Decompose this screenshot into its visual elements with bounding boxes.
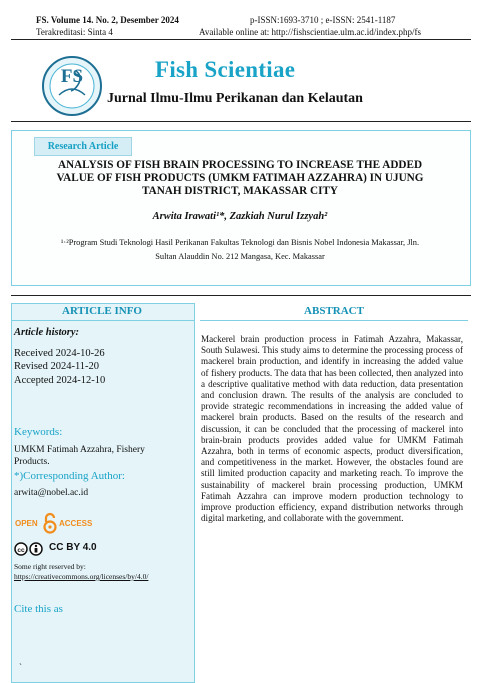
abstract-divider [200,320,468,321]
keywords-line: Products. [14,457,50,467]
corresponding-label: *)Corresponding Author: [14,470,125,482]
article-info-heading: ARTICLE INFO [62,305,142,317]
abstract-heading: ABSTRACT [304,305,364,317]
open-access-badge [15,512,95,536]
cc-label: CC BY 4.0 [49,542,97,553]
section-rule [11,295,471,296]
cc-icon [14,542,44,556]
cc-license-badge [14,541,134,559]
masthead-rule [11,121,471,122]
open-access-access: ACCESS [59,519,93,528]
rights-label: Some right reserved by: [14,562,86,571]
revised-date: Revised 2024-11-20 [14,361,100,372]
title-line: VALUE OF FISH PRODUCTS (UMKM FATIMAH AZZAHRA) IN UJUNG [56,172,424,185]
article-title [20,159,460,199]
open-access-open: OPEN [15,519,38,528]
received-date: Received 2024-10-26 [14,348,105,359]
license-link[interactable]: https://creativecommons.org/licenses/by/4.0/ [14,572,149,581]
info-divider [11,320,195,321]
journal-name: Fish Scientiae [155,57,296,82]
title-line: ANALYSIS OF FISH BRAIN PROCESSING TO INCREASE THE ADDED [57,159,423,171]
keywords-line: UMKM Fatimah Azzahra, Fishery [14,445,145,455]
cite-this-as-label: Cite this as [14,603,63,615]
affiliation-line: ¹·²Program Studi Teknologi Hasil Perikanan Fakultas Teknologi dan Bisnis Nobel Indonesia Makassar, Jln. [60,238,420,247]
online-line: Available online at: http://fishscientiae.ulm.ac.id/index.php/fs [199,27,422,37]
author-affiliation [22,236,458,264]
logo-letters: FS [60,66,84,87]
open-lock-icon [43,512,57,534]
keywords-label: Keywords: [14,426,63,438]
svg-text:cc: cc [17,547,25,554]
affiliation-line: Sultan Alauddin No. 212 Mangasa, Kec. Makassar [155,252,325,261]
journal-citation: FS. Volume 14. No. 2, Desember 2024 [36,15,179,25]
accreditation-line: Terakreditasi: Sinta 4 [36,27,113,37]
article-type-tag: Research Article [34,137,132,156]
issn-line: p-ISSN:1693-3710 ; e-ISSN: 2541-1187 [250,15,396,25]
accepted-date: Accepted 2024-12-10 [14,375,106,386]
journal-subtitle: Jurnal Ilmu-Ilmu Perikanan dan Kelautan [107,91,363,106]
header-rule [11,39,471,40]
title-line: TANAH DISTRICT, MAKASSAR CITY [141,185,338,198]
stray-mark: ` [19,662,22,672]
abstract-body: Mackerel brain production process in Fatimah Azzahra, Makassar, South Sulawesi. This study aims to determine the processing process of mackerel brain production, and identify in increasing the added value of fishery products. The data that has been collected, then analyzed into a descriptive qualitative method with data reduction, data presentation and conclusion drawn. The results of the analysis are concluded to provide strategic recommendations in increasing the added value of mackerel brain products. Based on the results of the research and discussion, it can be concluded that the processing of mackerel into brain-brain products provides added value for UMKM Fatimah Azzahra, both in terms of economic aspects, product diversification, and competitiveness in the market. However, the obstacles found are still limited production capacity and marketing reach. To improve the sustainability of mackerel brain processing production, UMKM Fatimah Azzahra can improve modern production technology to improve production efficiency, expand distribution networks through digital marketing, and collaborate with the government. [201,334,463,524]
corresponding-email[interactable]: arwita@nobel.ac.id [14,488,89,498]
history-label: Article history: [14,327,80,338]
article-authors: Arwita Irawati¹*, Zazkiah Nurul Izzyah² [152,211,328,222]
